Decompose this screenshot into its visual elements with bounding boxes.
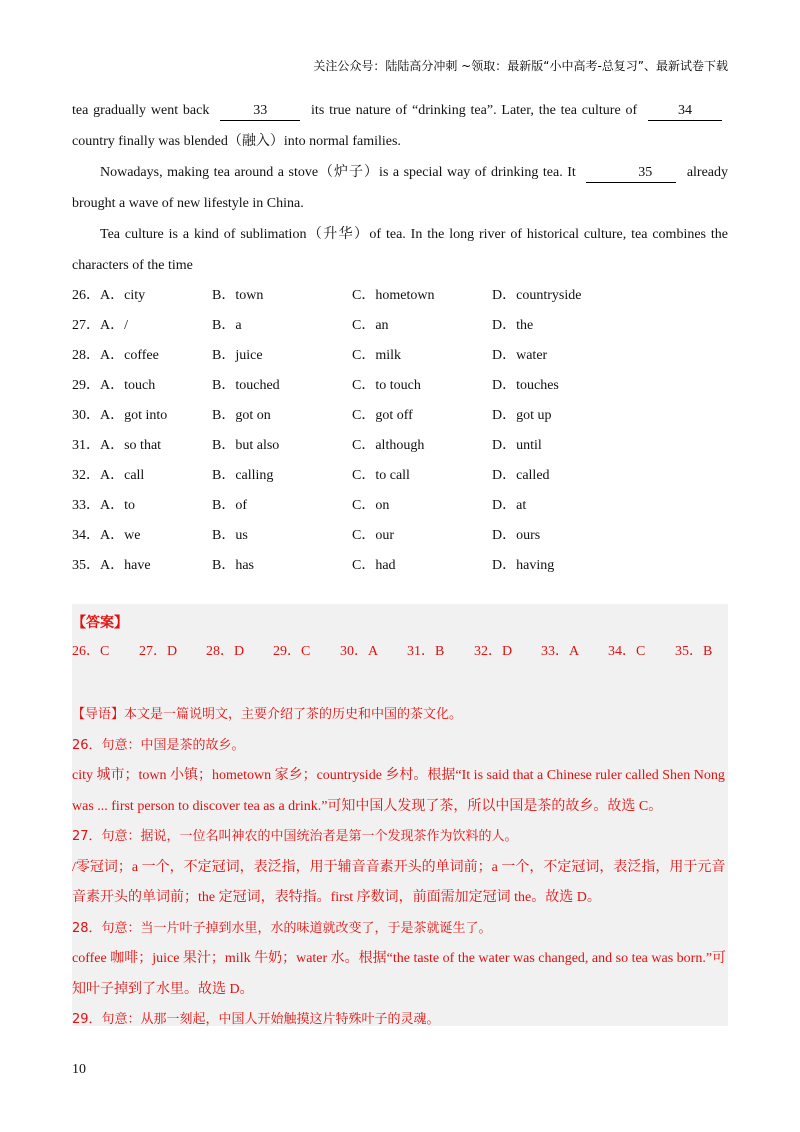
explanation: [72, 700, 728, 1036]
explanation-line: 27．句意：据说，一位名叫神农的中国统治者是第一个发现茶作为饮料的人。: [72, 829, 518, 844]
explanation-line: 28．句意：当一片叶子掉到水里，水的味道就改变了，于是茶就诞生了。: [72, 920, 492, 936]
passage: [72, 95, 728, 581]
passage-text: tea gradually went back: [72, 103, 210, 118]
answer-item: 29．C: [273, 644, 311, 659]
answer-item: 32．D: [474, 644, 513, 659]
option-row-27: 27．A．/ B．a C．an D．the: [72, 318, 534, 333]
passage-paragraph-3: Tea culture is a kind of sublimation（升华）of tea. In the long river of historical culture, tea combines the characters of the time: [72, 227, 728, 273]
answer-item: 31．B: [407, 644, 445, 659]
passage-text: country finally was blended（融入）into normal families.: [72, 134, 401, 149]
answer-item: 26．C: [72, 644, 110, 659]
answer-item: 33．A: [541, 644, 580, 659]
options-list: [72, 281, 728, 581]
answer-title: 【答案】: [72, 615, 128, 631]
explanation-line: /零冠词；a 一个，不定冠词，表泛指，用于辅音音素开头的单词前；a 一个，不定冠词，表泛指，用于元音音素开头的单词前；the 定冠词，表特指。first 序数词，前面需加定冠词 the。故选 D。: [72, 859, 726, 905]
explanation-intro: 【导语】本文是一篇说明文，主要介绍了茶的历史和中国的茶文化。: [72, 707, 463, 722]
blank-35: 35: [586, 164, 676, 183]
option-row-35: 35．A．have B．has C．had D．having: [72, 558, 555, 573]
answer-item: 27．D: [139, 644, 178, 659]
option-row-26: 26．A．city B．town C．hometown D．countryside: [72, 288, 582, 303]
passage-text: already brought a wave of new lifestyle in China.: [72, 165, 729, 211]
explanation-line: 29．句意：从那一刻起，中国人开始触摸这片特殊叶子的灵魂。: [72, 1012, 440, 1027]
option-row-31: 31．A．so that B．but also C．although D．until: [72, 438, 542, 453]
blank-34: 34: [648, 102, 722, 121]
answer-item: 35．B: [675, 644, 713, 659]
passage-paragraph-1: [72, 95, 728, 157]
answer-item: 34．C: [608, 644, 646, 659]
option-row-34: 34．A．we B．us C．our D．ours: [72, 528, 541, 543]
passage-text: Nowadays, making tea around a stove（炉子）is a special way of drinking tea. It: [100, 165, 576, 180]
explanation-line: 26．句意：中国是茶的故乡。: [72, 737, 245, 753]
answer-item: 28．D: [206, 644, 245, 659]
answer-section: [72, 604, 728, 1026]
explanation-line: coffee 咖啡；juice 果汁；milk 牛奶；water 水。根据“the taste of the water was changed, and so tea was born.”可知叶子掉到了水里。故选 D。: [72, 951, 727, 997]
explanation-line: city 城市；town 小镇；hometown 家乡；countryside 乡村。根据“It is said that a Chinese ruler called Shen Nong was ... first person to discover tea as a drink.”可知中国人发现了茶，所以中国是茶的故乡。故选 C。: [72, 768, 725, 814]
passage-text: its true nature of “drinking tea”. Later, the tea culture of: [311, 103, 638, 118]
option-row-28: 28．A．coffee B．juice C．milk D．water: [72, 348, 548, 363]
option-row-30: 30．A．got into B．got on C．got off D．got up: [72, 408, 552, 423]
option-row-32: 32．A．call B．calling C．to call D．called: [72, 468, 550, 483]
page-number: 10: [72, 1062, 86, 1077]
page-header: 关注公众号：陆陆高分冲刺 ~领取：最新版“小中高考-总复习”、最新试卷下载: [313, 59, 728, 73]
answer-list: [72, 640, 742, 660]
blank-33: 33: [220, 102, 300, 121]
passage-paragraph-2: [72, 157, 728, 219]
answer-item: 30．A: [340, 644, 379, 659]
option-row-33: 33．A．to B．of C．on D．at: [72, 498, 527, 513]
option-row-29: 29．A．touch B．touched C．to touch D．touches: [72, 378, 559, 393]
